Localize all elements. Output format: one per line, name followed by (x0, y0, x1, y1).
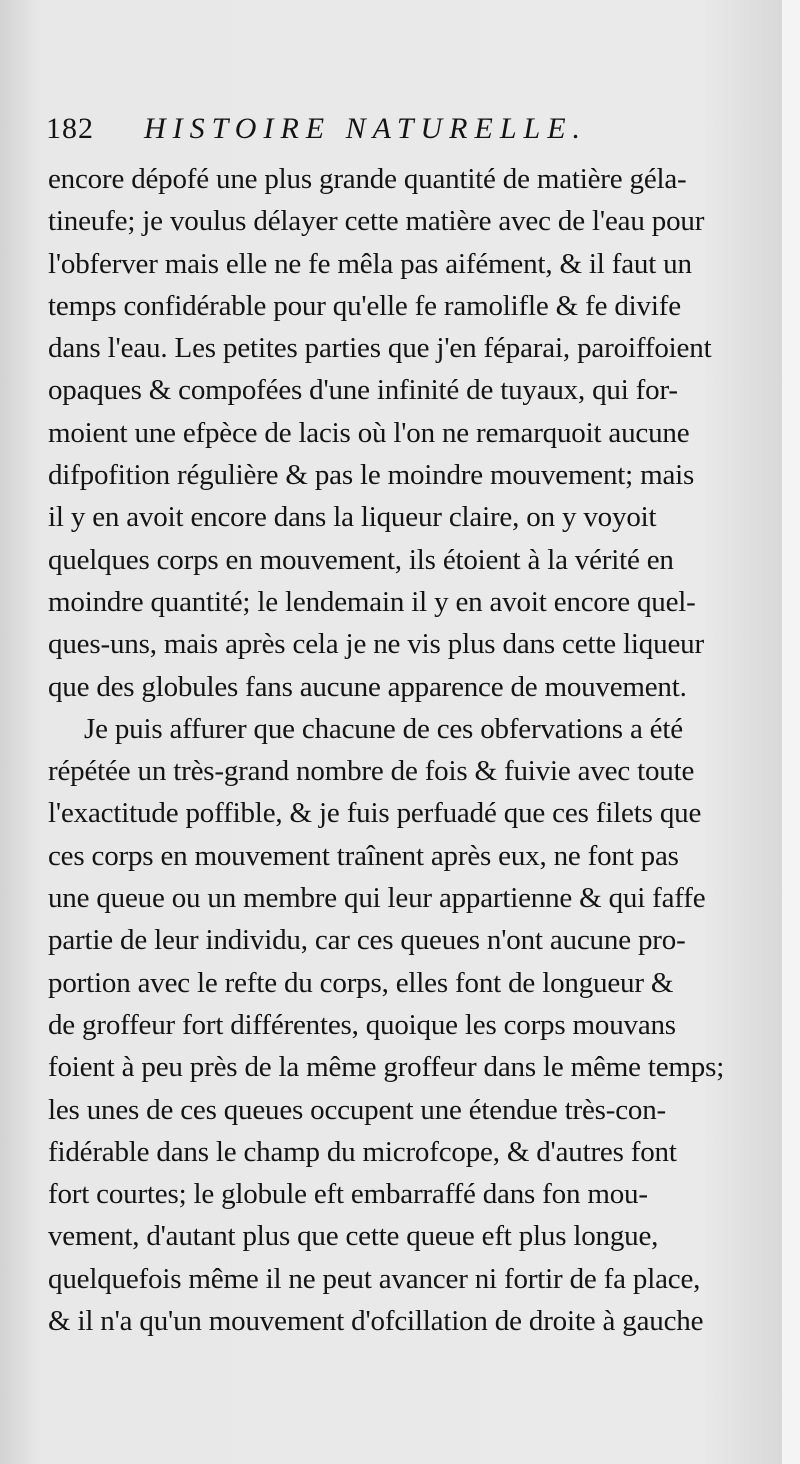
text-line: quelques corps en mouvement, ils étoient à la vérité en (48, 543, 674, 576)
text-line: fidérable dans le champ du microfcope, & d'autres font (48, 1135, 677, 1168)
text-line: que des globules fans aucune apparence de mouvement. (48, 670, 687, 703)
text-line: quelquefois même il ne peut avancer ni fortir de fa place, (48, 1262, 701, 1295)
text-line: difpofition régulière & pas le moindre mouvement; mais (48, 459, 695, 492)
text-line: foient à peu près de la même groffeur dans le même temps; (48, 1051, 725, 1084)
text-line: une queue ou un membre qui leur appartienne & qui faffe (48, 882, 706, 915)
text-line: ces corps en mouvement traînent après eux, ne font pas (48, 839, 679, 872)
text-line: partie de leur individu, car ces queues n'ont aucune pro- (48, 924, 686, 957)
text-line: dans l'eau. Les petites parties que j'en féparai, paroiffoient (48, 332, 712, 365)
text-line: de groffeur fort différentes, quoique les corps mouvans (48, 1008, 676, 1041)
text-line: moient une efpèce de lacis où l'on ne remarquoit aucune (48, 416, 690, 449)
page-number: 182 (46, 112, 94, 145)
text-line: temps confidérable pour qu'elle fe ramolifle & fe divife (48, 289, 681, 322)
text-line: l'exactitude poffible, & je fuis perfuadé que ces filets que (48, 797, 702, 830)
text-line: répétée un très-grand nombre de fois & fuivie avec toute (48, 755, 695, 788)
text-line: les unes de ces queues occupent une étendue très-con- (48, 1093, 667, 1126)
text-line: opaques & compofées d'une infinité de tuyaux, qui for- (48, 374, 678, 407)
text-line: vement, d'autant plus que cette queue eft plus longue, (48, 1220, 659, 1253)
text-line: fort courtes; le globule eft embarraffé dans fon mou- (48, 1178, 648, 1211)
text-line: & il n'a qu'un mouvement d'ofcillation de droite à gauche (48, 1305, 704, 1338)
paragraph-start-line: Je puis affurer que chacune de ces obfervations a été (84, 712, 683, 745)
running-title: HISTOIRE NATURELLE. (144, 112, 588, 145)
text-line: il y en avoit encore dans la liqueur claire, on y voyoit (48, 501, 657, 534)
text-line: ques-uns, mais après cela je ne vis plus dans cette liqueur (48, 628, 704, 661)
page-header (46, 112, 588, 146)
body-text (48, 158, 784, 1342)
page-edge (782, 0, 800, 1464)
text-line: tineufe; je voulus délayer cette matière avec de l'eau pour (48, 205, 705, 238)
text-line: l'obferver mais elle ne fe mêla pas aifément, & il faut un (48, 247, 692, 280)
text-line: moindre quantité; le lendemain il y en avoit encore quel- (48, 585, 696, 618)
text-line: encore dépofé une plus grande quantité de matière géla- (48, 163, 687, 195)
text-line: portion avec le refte du corps, elles font de longueur & (48, 966, 674, 999)
